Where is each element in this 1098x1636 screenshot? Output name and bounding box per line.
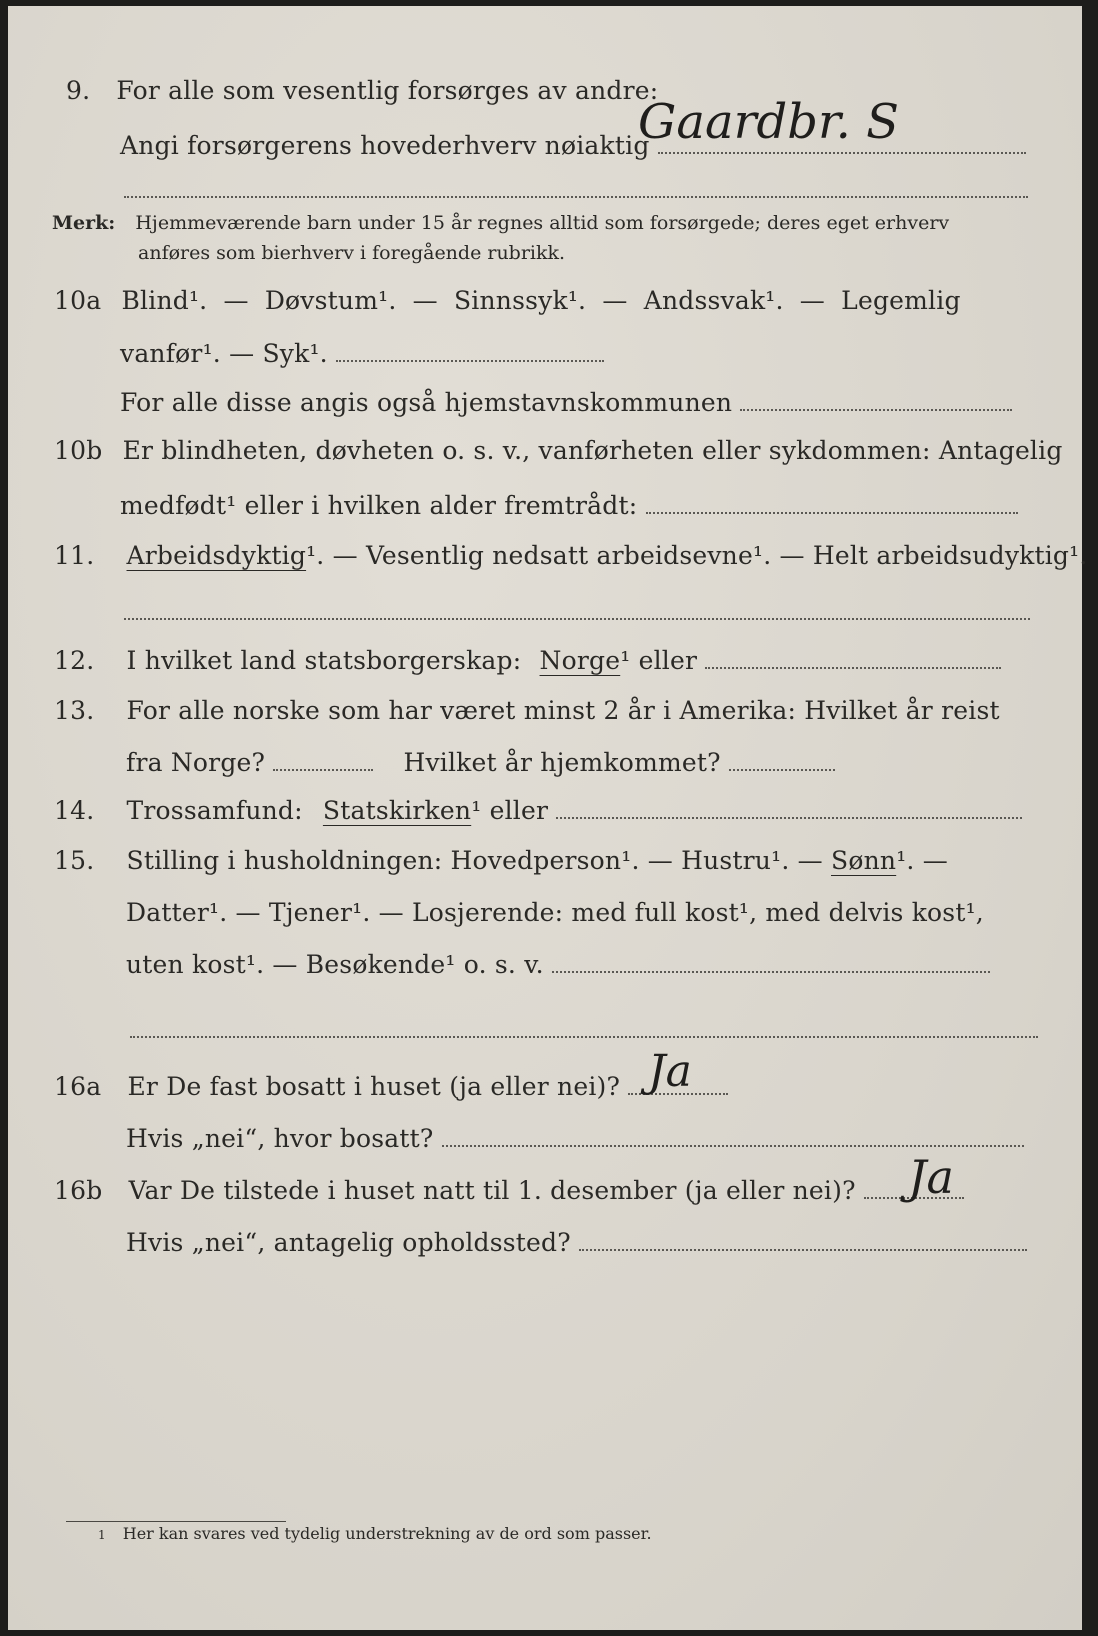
q11-extra-line [124,618,1030,620]
q16b-handwritten-answer: Ja [908,1150,954,1204]
q16b-number: 16b [54,1176,103,1205]
q15-answer-line [552,970,990,973]
q16b-text2: Hvis „nei“, antagelig opholdssted? [126,1228,571,1257]
q15-text3: uten kost¹. — Besøkende¹ o. s. v. [126,950,544,979]
q10a-line3 [120,388,1012,417]
q12-after: ¹ eller [620,646,698,675]
q13-text1: For alle norske som har været minst 2 år i Amerika: Hvilket år reist [126,696,1000,725]
q15-line3 [126,950,990,979]
q9-answer-line [658,151,1026,154]
q13-line2 [126,748,835,777]
merk-text1: Hjemmeværende barn under 15 år regnes alltid som forsørgede; deres eget erhverv [135,212,950,234]
q13-number: 13. [54,696,95,725]
q16b-line1 [54,1176,964,1205]
q9-text1: For alle som vesentlig forsørges av andre: [116,76,659,105]
merk-label: Merk: [52,212,116,234]
q12-option-norge: Norge [539,646,621,675]
q16a-handwritten-answer: Ja [648,1046,692,1097]
q13-reist-line [273,768,373,771]
q13-line1 [54,696,1000,725]
q10a-hjemstavn-line [740,408,1012,411]
q13-text2b: Hvilket år hjemkommet? [403,748,721,777]
q16a-text1: Er De fast bosatt i huset (ja eller nei)? [127,1072,621,1101]
q9-text2: Angi forsørgerens hovederhverv nøiaktig [120,131,650,160]
q15-text1b: ¹. — [896,846,948,875]
q15-text2: Datter¹. — Tjener¹. — Losjerende: med full kost¹, med delvis kost¹, [126,898,984,927]
merk-line1 [52,212,949,234]
q11-number: 11. [54,541,95,570]
q10b-text1: Er blindheten, døvheten o. s. v., vanførheten eller sykdommen: Antagelig [122,436,1063,465]
q10a-text1: Blind¹. — Døvstum¹. — Sinnssyk¹. — Andssvak¹. — Legemlig [121,286,961,315]
q14-answer-line [556,816,1022,819]
q9-extra-line [124,196,1028,198]
q12-text: I hvilket land statsborgerskap: [126,646,522,675]
q10b-number: 10b [54,436,103,465]
q11-line1 [54,541,1088,570]
q12-line1 [54,646,1001,675]
q13-hjemkommet-line [729,768,835,771]
q15-line2 [126,898,984,927]
q15-text1a: Stilling i husholdningen: Hovedperson¹. — Hustru¹. — [126,846,823,875]
footnote-text: Her kan svares ved tydelig understrekning av de ord som passer. [122,1524,652,1543]
q12-number: 12. [54,646,95,675]
census-form-page [8,6,1088,1630]
q16a-bosatt-line [442,1144,1024,1147]
q11-option-arbeidsdyktig: Arbeidsdyktig [126,541,307,570]
q10b-line2 [120,491,1018,520]
footnote-rule [66,1521,286,1522]
q16b-line2 [126,1228,1027,1257]
q16b-text1: Var De tilstede i huset natt til 1. desember (ja eller nei)? [128,1176,856,1205]
q10b-answer-line [646,511,1018,514]
q10a-number: 10a [54,286,102,315]
q13-text2a: fra Norge? [126,748,266,777]
q14-text: Trossamfund: [126,796,303,825]
q9-handwritten-answer: Gaardbr. S [638,94,900,150]
q16b-opholdssted-line [579,1248,1027,1251]
q9-line1 [66,76,658,105]
q10a-text3: For alle disse angis også hjemstavnskommunen [120,388,733,417]
q10a-line2 [120,339,604,368]
q14-line1 [54,796,1022,825]
merk-text2: anføres som bierhverv i foregående rubrikk. [138,242,566,264]
q11-text: ¹. — Vesentlig nedsatt arbeidsevne¹. — Helt arbeidsudyktig¹. [306,541,1088,570]
q15-option-sonn: Sønn [831,846,897,875]
q15-number: 15. [54,846,95,875]
q16a-number: 16a [54,1072,102,1101]
q16a-line1 [54,1072,728,1101]
q10a-text2: vanfør¹. — Syk¹. [120,339,328,368]
merk-line2 [138,242,565,264]
q14-option-statskirken: Statskirken [322,796,472,825]
q14-number: 14. [54,796,95,825]
q10b-text2: medfødt¹ eller i hvilken alder fremtrådt: [120,491,638,520]
q16a-line2 [126,1124,1024,1153]
q10a-line1 [54,286,961,315]
q14-after: ¹ eller [471,796,549,825]
footnote-mark: 1 [98,1528,106,1542]
q10b-line1 [54,436,1063,465]
q15-extra-line [130,1036,1038,1038]
q12-answer-line [705,666,1001,669]
q9-number: 9. [66,76,91,105]
q16a-text2: Hvis „nei“, hvor bosatt? [126,1124,434,1153]
footnote [98,1524,652,1543]
q15-line1 [54,846,948,875]
q10a-answer-line [336,359,604,362]
